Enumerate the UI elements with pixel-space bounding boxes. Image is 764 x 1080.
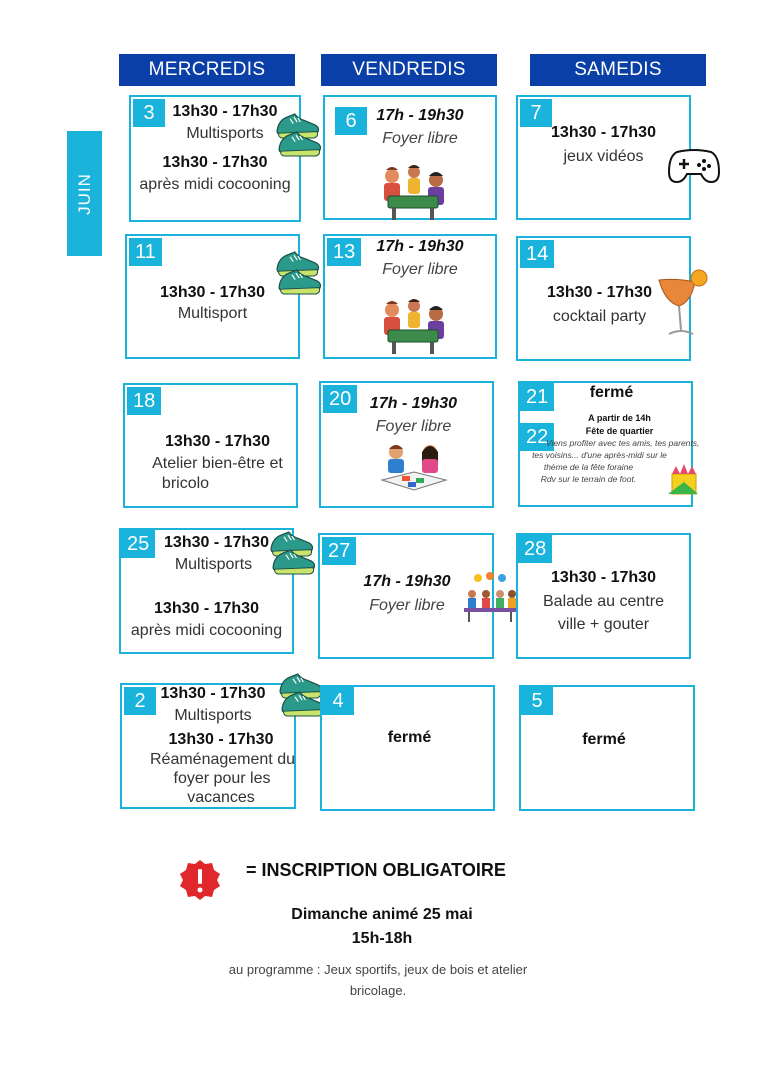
activity: jeux vidéos xyxy=(563,148,644,165)
day-number: 28 xyxy=(518,535,552,563)
activity: bricolo xyxy=(161,475,210,492)
board-game-icon xyxy=(378,440,450,496)
event-description: bricolage. xyxy=(349,983,407,998)
time-slot: 13h30 - 17h30 xyxy=(172,103,278,120)
day-number: 22 xyxy=(520,423,554,451)
activity: foyer pour les xyxy=(173,770,271,787)
activity: Multisports xyxy=(186,125,264,142)
activity: après midi cocooning xyxy=(130,622,283,639)
day-number: 13 xyxy=(327,238,361,266)
day-card-7 xyxy=(516,95,691,220)
day-number: 25 xyxy=(121,530,155,558)
day-number: 18 xyxy=(127,387,161,415)
day-card-18 xyxy=(123,383,298,508)
time-slot: 13h30 - 17h30 xyxy=(164,534,269,551)
header-vendredis: VENDREDIS xyxy=(321,54,497,86)
event-desc: Viens profiter avec tes amis, tes parents, xyxy=(546,438,700,448)
activity: ville + gouter xyxy=(557,616,650,633)
day-number: 21 xyxy=(520,383,554,411)
event-hours: 15h-18h xyxy=(351,930,413,947)
group-meeting-icon xyxy=(462,572,518,624)
time-slot: 17h - 19h30 xyxy=(369,395,458,412)
day-number: 7 xyxy=(520,99,552,127)
time-slot: 17h - 19h30 xyxy=(376,238,464,255)
activity: Atelier bien-être et xyxy=(152,455,283,472)
foosball-icon xyxy=(374,296,454,356)
month-label xyxy=(67,131,102,256)
activity: Multisport xyxy=(177,305,248,322)
activity: Foyer libre xyxy=(375,418,452,435)
month-text: JUIN xyxy=(74,172,94,215)
time-slot: 13h30 - 17h30 xyxy=(162,154,268,171)
time-slot: 17h - 19h30 xyxy=(363,573,451,590)
closed-label: fermé xyxy=(589,384,634,401)
legend-text: = INSCRIPTION OBLIGATOIRE xyxy=(246,860,506,880)
cocktail-glass-icon xyxy=(655,268,713,340)
time-slot: 13h30 - 17h30 xyxy=(551,569,656,586)
activity: Foyer libre xyxy=(382,261,458,278)
activity: Balade au centre xyxy=(543,593,664,610)
event-title: Fête de quartier xyxy=(585,426,654,436)
event-desc: thème de la fête foraine xyxy=(543,462,634,472)
event-title: Dimanche animé 25 mai xyxy=(291,906,473,923)
time-slot: 13h30 - 17h30 xyxy=(154,600,259,617)
day-number: 2 xyxy=(124,687,156,715)
warning-badge-icon xyxy=(179,858,221,902)
foosball-icon xyxy=(374,162,454,222)
header-samedis: SAMEDIS xyxy=(530,54,706,86)
activity: Foyer libre xyxy=(369,597,445,614)
activity: Foyer libre xyxy=(382,130,458,147)
time-slot: 13h30 - 17h30 xyxy=(547,284,652,301)
sneakers-icon xyxy=(270,112,326,162)
time-slot: 13h30 - 17h30 xyxy=(551,124,656,141)
activity: Multisports xyxy=(174,707,252,724)
time-slot: 13h30 - 17h30 xyxy=(160,284,265,301)
activity: vacances xyxy=(187,789,255,806)
event-time: A partir de 14h xyxy=(588,413,651,423)
day-number: 6 xyxy=(335,107,367,135)
day-number: 5 xyxy=(521,687,553,715)
activity: cocktail party xyxy=(552,308,647,325)
bouncy-castle-icon xyxy=(666,460,700,500)
activity: Multisports xyxy=(174,556,253,573)
day-card-2 xyxy=(120,683,296,809)
activity: après midi cocooning xyxy=(139,176,291,193)
time-slot: 13h30 - 17h30 xyxy=(165,433,270,450)
day-number: 11 xyxy=(129,238,162,266)
day-number: 27 xyxy=(322,537,356,565)
day-card-28 xyxy=(516,533,691,659)
time-slot: 17h - 19h30 xyxy=(376,107,464,124)
day-card-5 xyxy=(519,685,695,811)
sneakers-icon xyxy=(264,530,320,580)
sneakers-icon xyxy=(270,250,326,300)
day-card-4 xyxy=(320,685,495,811)
event-desc: Rdv sur le terrain de foot. xyxy=(540,474,637,484)
day-number: 14 xyxy=(520,240,554,268)
closed-label: fermé xyxy=(582,731,626,748)
closed-label: fermé xyxy=(387,729,432,746)
day-number: 20 xyxy=(323,385,357,413)
time-slot: 13h30 - 17h30 xyxy=(168,731,274,748)
time-slot: 13h30 - 17h30 xyxy=(160,685,266,702)
header-mercredis: MERCREDIS xyxy=(119,54,295,86)
event-desc: tes voisins... d'une après-midi sur le xyxy=(532,450,667,460)
day-number: 3 xyxy=(133,99,165,127)
event-description: au programme : Jeux sportifs, jeux de bois et atelier xyxy=(228,962,528,977)
day-number: 4 xyxy=(322,687,354,715)
activity: Réaménagement du xyxy=(150,751,295,768)
game-controller-icon xyxy=(667,146,721,186)
